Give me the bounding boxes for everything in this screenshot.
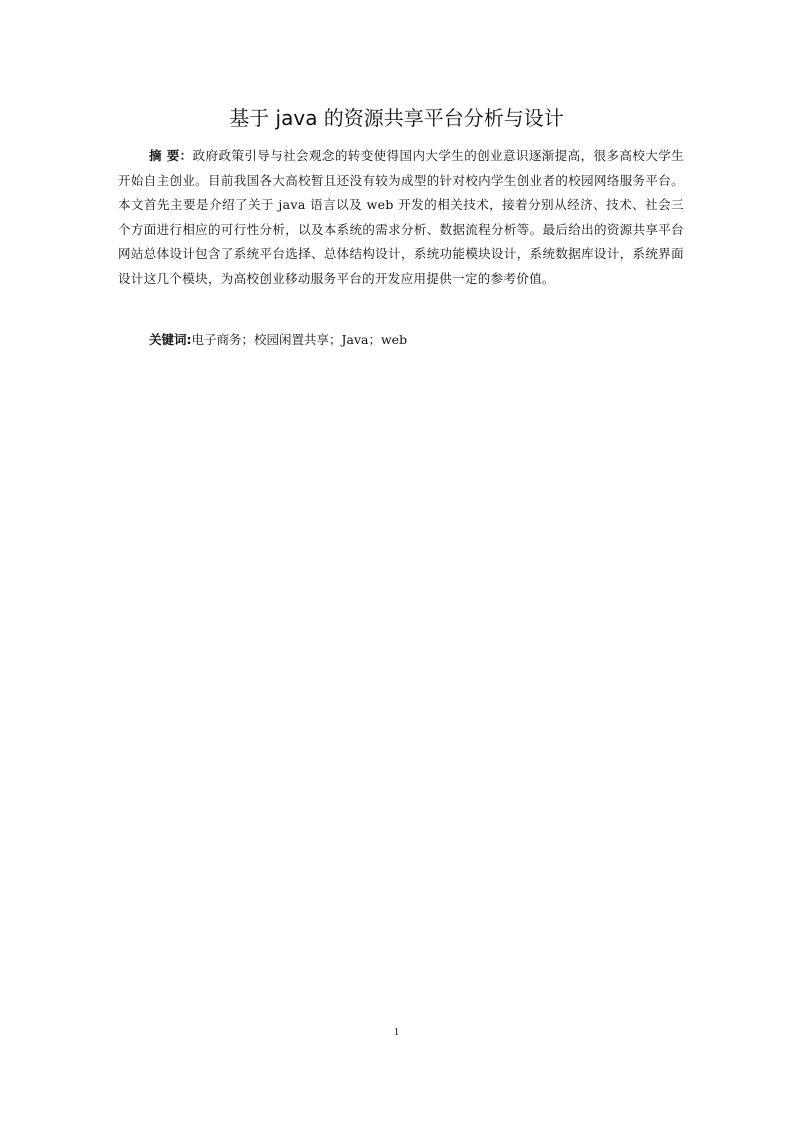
keywords-paragraph [118,328,684,353]
abstract-text: 政府政策引导与社会观念的转变使得国内大学生的创业意识逐渐提高，很多高校大学生开始自主创业。目前我国各大高校暂且还没有较为成型的针对校内学生创业者的校园网络服务平台。本文首先主要是介绍了关于 java 语言以及 web 开发的相关技术，接着分别从经济、技术、社会三个方面进行相应的可行性分析，以及本系统的需求分析、数据流程分析等。最后给出的资源共享平台网站总体设计包含了系统平台选择、总体结构设计，系统功能模块设计，系统数据库设计，系统界面设计这几个模块，为高校创业移动服务平台的开发应用提供一定的参考价值。 [118,148,684,286]
document-title: 基于 java 的资源共享平台分析与设计 [229,106,564,130]
keywords-text: 电子商务；校园闲置共享；Java；web [191,332,408,347]
abstract-label: 摘 要： [149,148,193,163]
page-number: 1 [393,1026,400,1038]
keywords-label: 关键词: [149,332,192,347]
abstract-paragraph [118,144,684,291]
